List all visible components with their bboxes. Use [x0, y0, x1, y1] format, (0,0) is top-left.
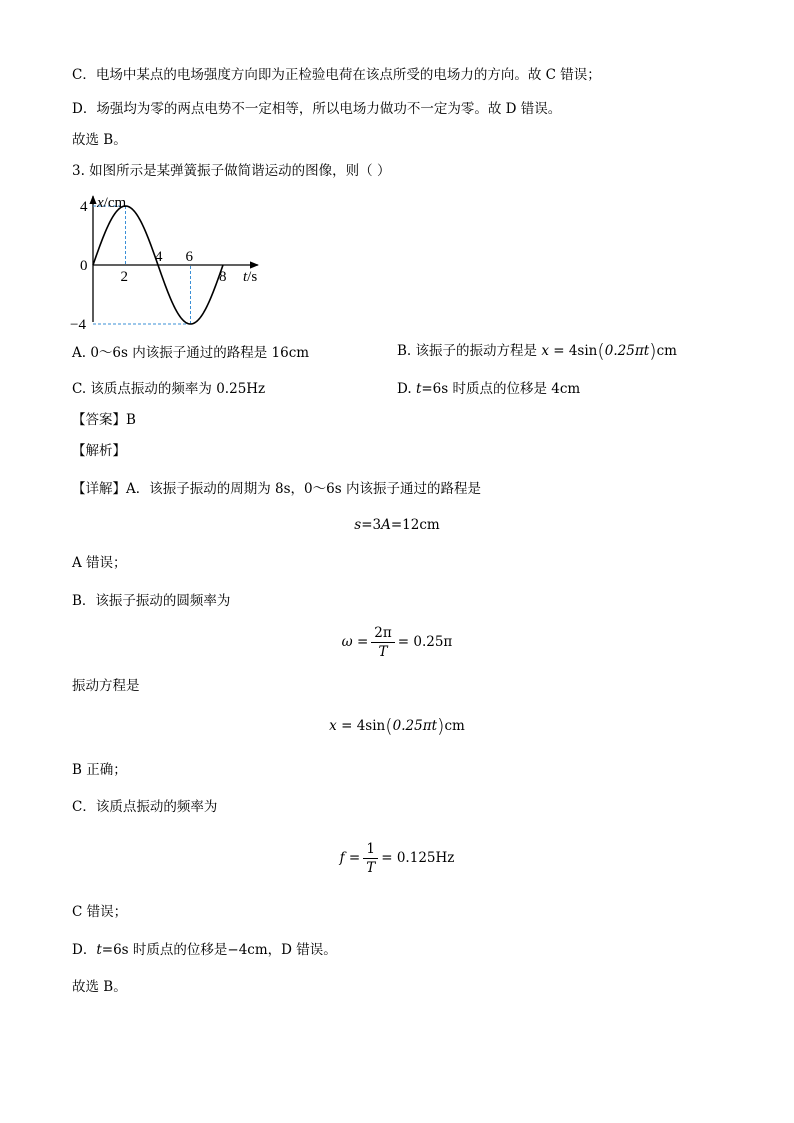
y-axis-label: x/cm [97, 195, 127, 211]
shm-graph [66, 190, 276, 330]
detail-b-equation2: x = 4sin(0.25πt)cm [329, 715, 465, 737]
option-a: A. 0～6s 内该振子通过的路程是 16cm [72, 345, 310, 361]
y-tick-label-pos: 4 [80, 199, 88, 215]
detail-b-conclusion: B 正确； [72, 762, 127, 778]
answer-label: 【答案】 [72, 412, 126, 428]
option-b-eq-unit: cm [656, 343, 677, 359]
detail-c-equation: f = $\frac{1}{T}$ = 0.125Hz [339, 841, 455, 876]
previous-answer-select: 故选 B。 [72, 132, 127, 148]
detail-d-line: D．t=6s 时质点的位移是−4cm，D 错误。 [72, 942, 337, 958]
detail-b-equation: ω = $\frac{2\pi}{T}$ = 0.25π [341, 625, 453, 660]
option-d-var: t [415, 381, 422, 397]
previous-option-d-text: D．场强均为零的两点电势不一定相等，所以电场力做功不一定为零。故 D 错误。 [72, 101, 562, 117]
y-tick-label-neg: −4 [70, 317, 86, 330]
detail-b-text2: 振动方程是 [72, 678, 140, 694]
option-d-prefix: D. [397, 381, 416, 397]
detail-a-equation: s=3A=12cm [354, 517, 440, 533]
detail-label: 【详解】 [72, 481, 126, 497]
x-tick-label-4: 4 [155, 249, 163, 265]
x-tick-label-8: 8 [219, 269, 227, 285]
detail-b-text: B．该振子振动的圆频率为 [72, 593, 231, 609]
x-axis-label: t/s [243, 269, 258, 285]
previous-option-c-text: C．电场中某点的电场强度方向即为正检验电荷在该点所受的电场力的方向。故 C 错误； [72, 67, 601, 83]
option-b-eq-lhs: x [541, 343, 549, 359]
origin-label: 0 [80, 258, 88, 274]
detail-final: 故选 B。 [72, 979, 127, 995]
option-d [397, 380, 580, 398]
question-3-stem: 3. 如图所示是某弹簧振子做简谐运动的图像，则（ ） [72, 163, 391, 179]
answer-line [72, 411, 136, 429]
option-b-eq-inner: 0.25πt [604, 343, 650, 359]
option-b-eq-mid: = 4sin [548, 343, 598, 359]
x-tick-label-2: 2 [120, 269, 128, 285]
option-b: B. 该振子的振动方程是 x = 4sin(0.25πt)cm [397, 340, 677, 362]
analysis-label: 【解析】 [72, 443, 126, 459]
x-tick-label-6: 6 [185, 249, 193, 265]
option-d-rest: =6s 时质点的位移是 4cm [421, 381, 581, 397]
detail-a-conclusion: A 错误； [72, 555, 127, 571]
detail-a-line [72, 480, 481, 498]
answer-value: B [126, 412, 136, 428]
option-b-prefix: B. 该振子的振动方程是 [397, 343, 538, 359]
option-c: C. 该质点振动的频率为 0.25Hz [72, 381, 266, 397]
detail-a-text: A．该振子振动的周期为 8s，0～6s 内该振子通过的路程是 [126, 481, 481, 497]
detail-c-text: C．该质点振动的频率为 [72, 799, 218, 815]
detail-c-conclusion: C 错误； [72, 904, 128, 920]
